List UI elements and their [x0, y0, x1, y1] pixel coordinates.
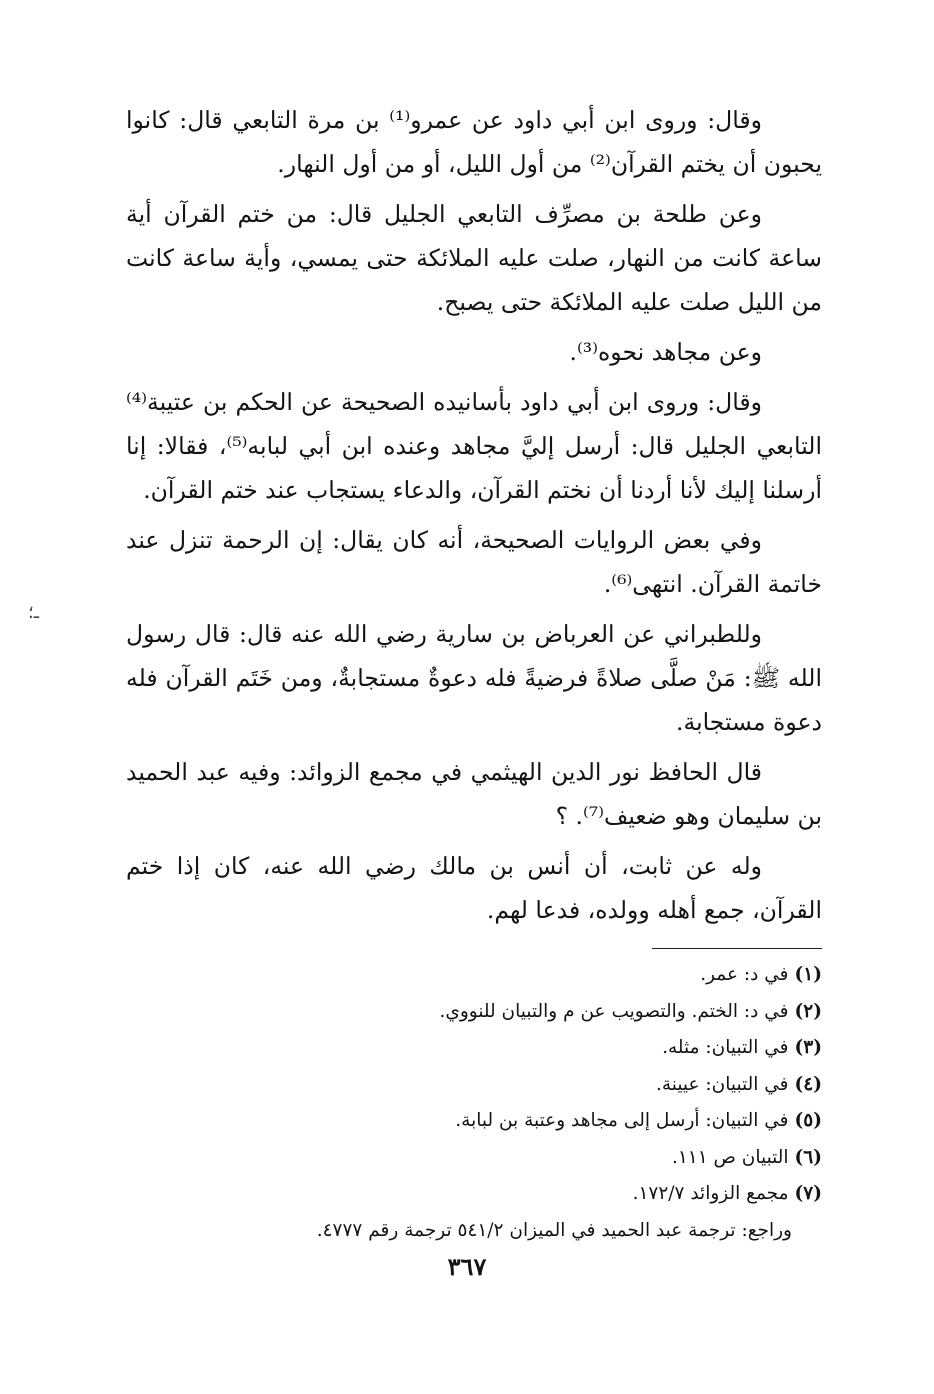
footnote-number: (٣)	[794, 1037, 822, 1058]
page-number: ٣٦٧	[447, 1252, 487, 1281]
paragraph-6: وللطبراني عن العرباض بن سارية رضي الله عنه قال: قال رسول الله ﷺ: مَنْ صلَّى صلاةً فرضيةً فله دعوةٌ مستجابةٌ، ومن خَتَم القرآن فله دعوة مستجابة.	[126, 620, 822, 736]
paragraph-8: وله عن ثابت، أن أنس بن مالك رضي الله عنه، كان إذا ختم القرآن، جمع أهله وولده، فدعا لهم.	[126, 852, 822, 924]
footnote-text: في التبيان: مثله.	[662, 1037, 789, 1058]
footnotes	[126, 957, 822, 1249]
paragraph-7: قال الحافظ نور الدين الهيثمي في مجمع الزوائد: وفيه عبد الحميد بن سليمان وهو ضعيف⁽⁷⁾. ؟	[126, 758, 822, 830]
footnote-text: في التبيان: أرسل إلى مجاهد وعتبة بن لبابة.	[455, 1110, 789, 1131]
footnote-number: (٤)	[794, 1073, 822, 1095]
footnote-5	[126, 1103, 822, 1140]
footnote-number: (١)	[794, 964, 822, 985]
footnote-number: (٦)	[794, 1146, 822, 1168]
footnote-text: في التبيان: عيينة.	[655, 1073, 789, 1095]
page-body	[126, 98, 822, 1249]
footnote-number: (٢)	[794, 1000, 822, 1022]
footnote-7	[126, 1176, 822, 1213]
footnote-6	[126, 1140, 822, 1177]
footnote-number: (٥)	[794, 1110, 822, 1131]
footnote-number: (٧)	[794, 1183, 822, 1204]
margin-mark: ـ؛	[28, 602, 39, 623]
footnote-2	[126, 994, 822, 1031]
footnote-text: مجمع الزوائد ١٧٢/٧.	[632, 1183, 789, 1204]
paragraph-4: وقال: وروى ابن أبي داود بأسانيده الصحيحة عن الحكم بن عتيبة⁽⁴⁾ التابعي الجليل قال: أرسل إليَّ مجاهد وعنده ابن أبي لبابه⁽⁵⁾، فقالا: إنا أرسلنا إليك لأنا أردنا أن نختم القرآن، والدعاء يستجاب عند ختم القرآن.	[126, 388, 822, 504]
footnote-3	[126, 1030, 822, 1067]
paragraph-5: وفي بعض الروايات الصحيحة، أنه كان يقال: إن الرحمة تنزل عند خاتمة القرآن. انتهى⁽⁶⁾.	[126, 526, 822, 598]
footnote-4	[126, 1067, 822, 1104]
footnote-text: التبيان ص ١١١.	[671, 1146, 789, 1168]
footnote-text: في د: عمر.	[700, 964, 789, 985]
paragraph-1: وقال: وروى ابن أبي داود عن عمرو⁽¹⁾ بن مرة التابعي قال: كانوا يحبون أن يختم القرآن⁽²⁾ من أول الليل، أو من أول النهار.	[126, 106, 822, 178]
paragraph-3: وعن مجاهد نحوه⁽³⁾.	[569, 338, 762, 366]
footnote-extra: وراجع: ترجمة عبد الحميد في الميزان ٥٤١/٢ ترجمة رقم ٤٧٧٧.	[316, 1219, 792, 1241]
paragraph-2: وعن طلحة بن مصرِّف التابعي الجليل قال: من ختم القرآن أية ساعة كانت من النهار، صلت عليه الملائكة حتى يمسي، وأية ساعة كانت من الليل صلت عليه الملائكة حتى يصبح.	[126, 200, 822, 316]
footnote-text: في د: الختم. والتصويب عن م والتبيان للنووي.	[439, 1000, 789, 1022]
footnote-1	[126, 957, 822, 994]
footnote-separator	[652, 948, 822, 949]
